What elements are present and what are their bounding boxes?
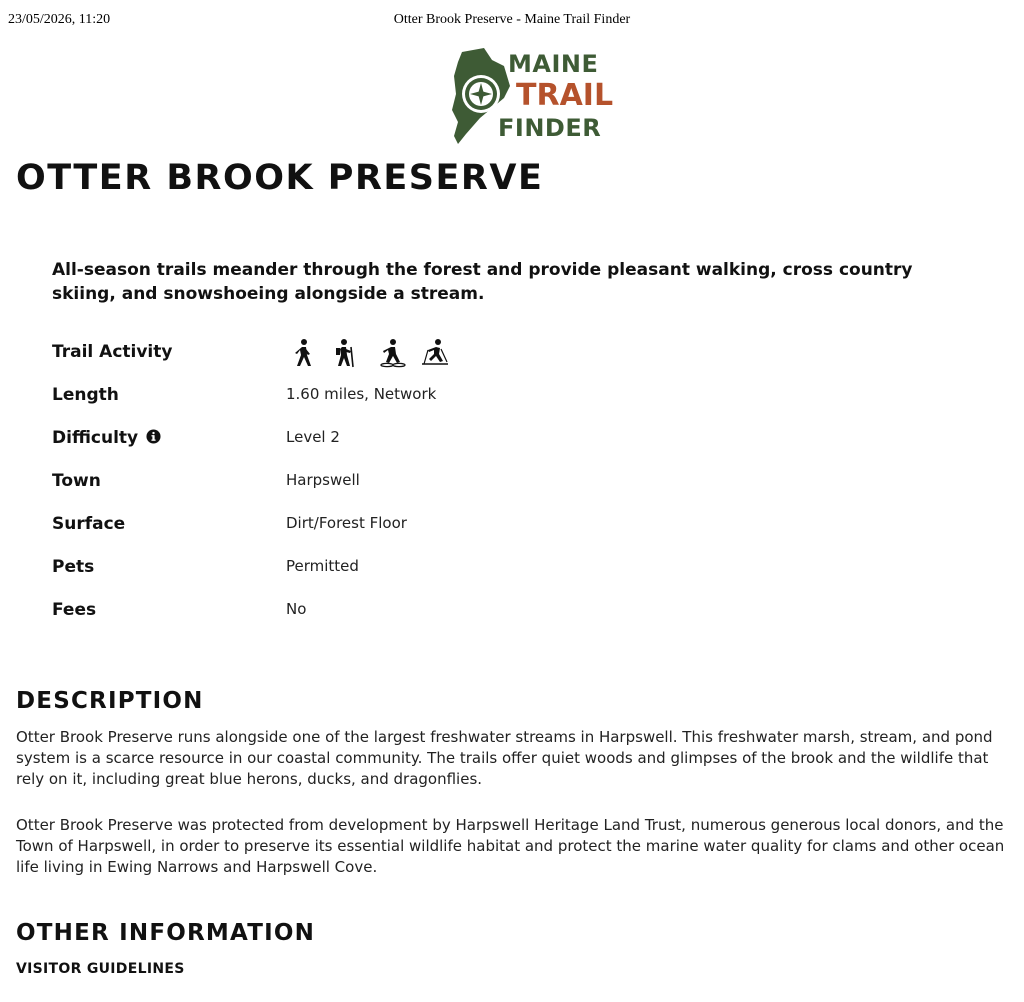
fact-row-pets — [52, 551, 752, 594]
description-paragraph: Otter Brook Preserve runs alongside one of the largest freshwater streams in Harpswell. This freshwater marsh, stream, and pond system is a scarce resource in our coastal community. The trails offer quiet woods and glimpses of the brook and the wildlife that rely on it, including great blue herons, ducks, and dragonflies. — [16, 728, 993, 788]
walking-icon — [288, 338, 318, 368]
fact-value-pets: Permitted — [286, 557, 359, 575]
fact-row-length — [52, 379, 752, 422]
fact-row-activity — [52, 336, 752, 379]
description-heading: DESCRIPTION — [16, 688, 204, 714]
fact-label-town: Town — [52, 471, 101, 491]
fact-label-activity: Trail Activity — [52, 342, 173, 362]
trail-facts-table — [52, 336, 752, 637]
fact-label-surface: Surface — [52, 514, 126, 534]
logo-text-maine: MAINE — [508, 50, 599, 78]
description-paragraph: Otter Brook Preserve was protected from development by Harpswell Heritage Land Trust, numerous generous local donors, and the Town of Harpswell, in order to preserve its essential wildlife habitat and protect the marine water quality for clams and other ocean life living in Ewing Narrows and Harpswell Cove. — [16, 816, 1005, 876]
print-date: 23/05/2026, 11:20 — [8, 12, 111, 27]
visitor-guidelines-heading: VISITOR GUIDELINES — [16, 961, 185, 977]
cross-country-skiing-icon — [420, 338, 450, 368]
fact-value-fees: No — [286, 600, 307, 618]
difficulty-label-text: Difficulty — [52, 428, 139, 448]
logo-text-trail: TRAIL — [516, 78, 614, 113]
maine-trail-finder-logo[interactable] — [448, 46, 614, 146]
print-header — [8, 12, 1016, 32]
trail-summary: All-season trails meander through the forest and provide pleasant walking, cross country skiing, and snowshoeing alongside a stream. — [52, 260, 913, 304]
info-icon[interactable] — [146, 429, 161, 444]
activity-icons — [288, 338, 450, 368]
fact-row-difficulty — [52, 422, 752, 465]
print-page-title: Otter Brook Preserve - Maine Trail Finder — [393, 12, 631, 27]
fact-value-difficulty: Level 2 — [286, 428, 340, 446]
fact-label-length: Length — [52, 385, 119, 405]
fact-value-length: 1.60 miles, Network — [286, 385, 437, 403]
fact-label-pets: Pets — [52, 557, 95, 577]
fact-label-fees: Fees — [52, 600, 97, 620]
other-information-heading: OTHER INFORMATION — [16, 920, 316, 946]
fact-label-difficulty — [52, 428, 161, 448]
fact-row-fees — [52, 594, 752, 637]
fact-row-town — [52, 465, 752, 508]
page-title: OTTER BROOK PRESERVE — [16, 158, 544, 198]
snowshoeing-icon — [376, 338, 406, 368]
fact-value-surface: Dirt/Forest Floor — [286, 514, 407, 532]
logo-text-finder: FINDER — [498, 114, 602, 142]
fact-value-town: Harpswell — [286, 471, 360, 489]
hiking-icon — [332, 338, 362, 368]
fact-row-surface — [52, 508, 752, 551]
